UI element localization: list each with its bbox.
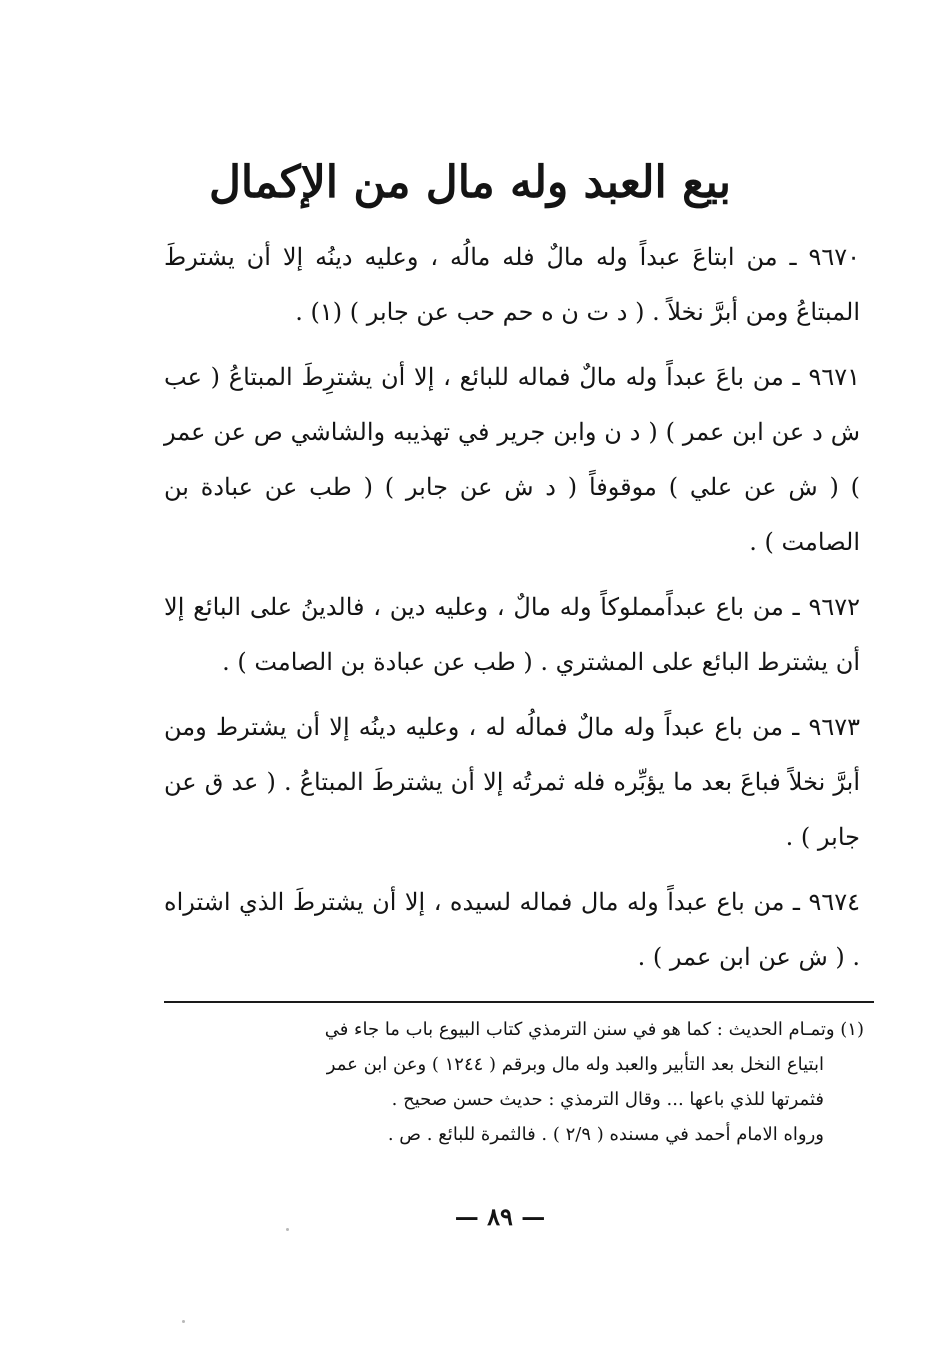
hadith-9670: ٩٦٧٠ ـ من ابتاعَ عبداً وله مالٌ فله مالُه ، وعليه دينُه إلا أن يشترطَ المبتاعُ ومن أبرَّ نخلاً . ( د ت ن ه حم حب عن جابر ) (١) . bbox=[164, 243, 860, 326]
hadith-9674: ٩٦٧٤ ـ من باع عبداً وله مال فماله لسيده ، إلا أن يشترطَ الذي اشتراه . ( ش عن ابن عمر ) . bbox=[164, 888, 860, 971]
hadith-9671: ٩٦٧١ ـ من باعَ عبداً وله مالٌ فماله للبائع ، إلا أن يشترِطَ المبتاعُ ( عب ش د عن ابن عمر ) ( د ن وابن جرير في تهذيبه والشاشي ص عن عمر ) ( ش عن علي ) موقوفاً ( د ش عن جابر ) ( طب عن عبادة بن الصامت ) . bbox=[164, 363, 860, 556]
scan-speck bbox=[286, 1228, 289, 1231]
footnote-line-1: (١) وتمـام الحديث : كما هو في سنن الترمذي كتاب البيوع باب ما جاء في bbox=[324, 1019, 864, 1040]
hadith-9673: ٩٦٧٣ ـ من باع عبداً وله مالٌ فمالُه له ، وعليه دينُه إلا أن يشترط ومن أبرَّ نخلاً فباعَ بعد ما يؤبِّره فله ثمرتُه إلا أن يشترطَ المبتاعُ . ( عد ق عن جابر ) . bbox=[164, 713, 860, 851]
hadith-9672: ٩٦٧٢ ـ من باع عبداًمملوكاً وله مالٌ ، وعليه دين ، فالدينُ على البائع إلا أن يشترط البائع على المشتري . ( طب عن عبادة بن الصامت ) . bbox=[164, 593, 861, 676]
scan-speck bbox=[182, 1320, 185, 1323]
page-title: بيع العبد وله مال من الإكمال bbox=[208, 157, 732, 208]
footnote-line-4: ورواه الامام أحمد في مسنده ( ٢/٩ ) . فالثمرة للبائع . ص . bbox=[387, 1124, 824, 1145]
hadith-list bbox=[164, 230, 860, 995]
footnote-line-2: ابتياع النخل بعد التأبير والعبد وله مال وبرقم ( ١٢٤٤ ) وعن ابن عمر bbox=[326, 1054, 824, 1075]
page-number: — ٨٩ — bbox=[454, 1202, 546, 1231]
footnote bbox=[164, 1012, 864, 1152]
footnote-divider bbox=[164, 1001, 874, 1003]
footnote-line-3: فثمرتها للذي باعها ... وقال الترمذي : حديث حسن صحيح . bbox=[391, 1089, 824, 1110]
